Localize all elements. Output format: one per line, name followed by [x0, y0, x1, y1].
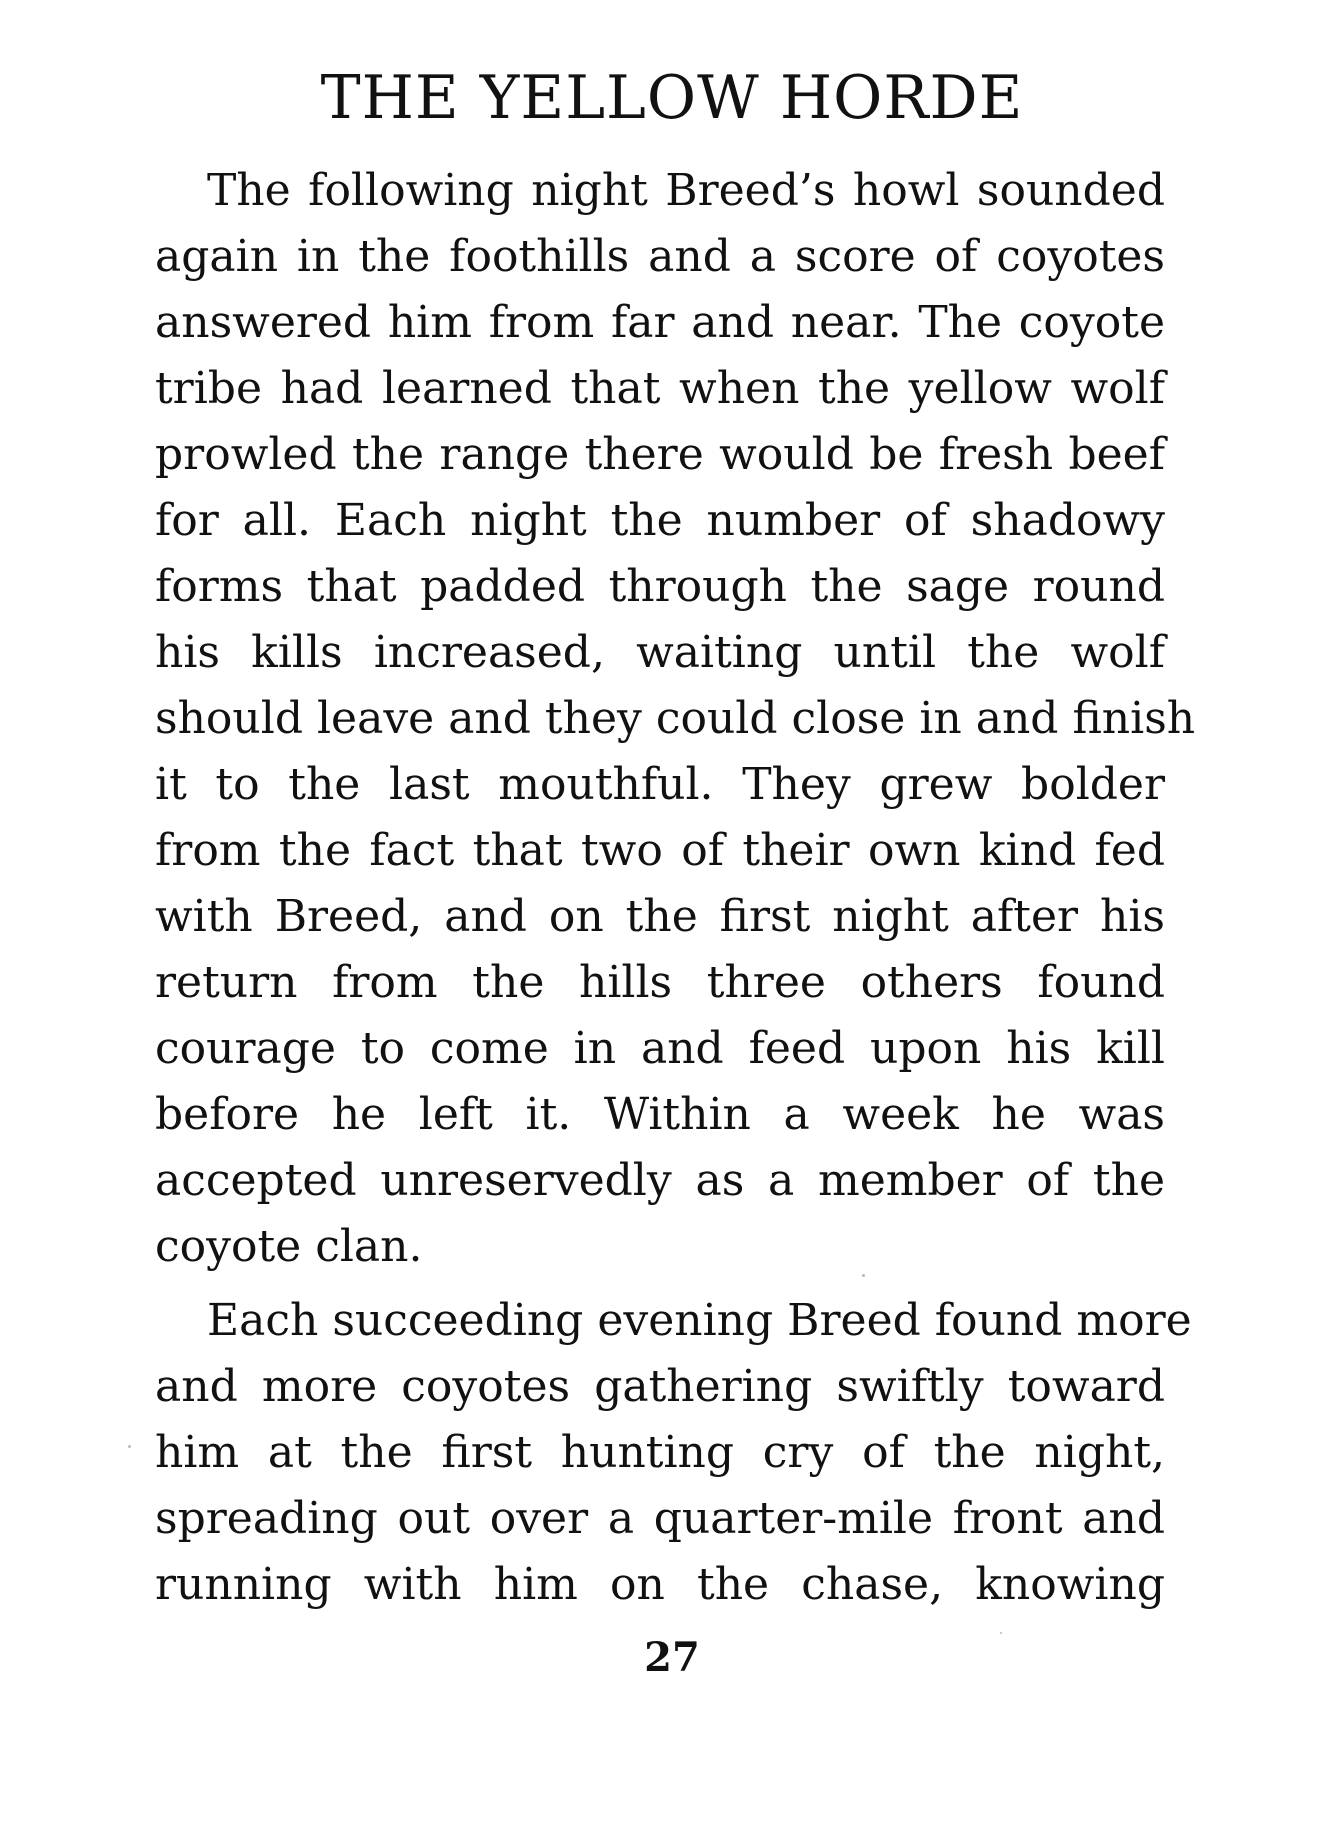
text-line: for all. Each night the number of shadowy	[155, 495, 1165, 546]
text-line: him at the first hunting cry of the night,	[155, 1427, 1165, 1478]
text-line: running with him on the chase, knowing	[155, 1559, 1165, 1610]
running-head: THE YELLOW HORDE	[320, 63, 1024, 133]
paper-speck	[128, 1445, 131, 1448]
text-line: and more coyotes gathering swiftly toward	[155, 1361, 1165, 1412]
text-line: tribe had learned that when the yellow wolf	[155, 363, 1165, 414]
text-line: prowled the range there would be fresh beef	[155, 429, 1165, 480]
text-line: forms that padded through the sage round	[155, 561, 1165, 612]
text-line: with Breed, and on the first night after his	[155, 891, 1165, 942]
text-line: answered him from far and near. The coyote	[155, 297, 1165, 348]
text-line: it to the last mouthful. They grew bolder	[155, 759, 1165, 810]
text-line: should leave and they could close in and finish	[155, 693, 1196, 744]
text-line: return from the hills three others found	[155, 957, 1165, 1008]
text-line: again in the foothills and a score of coyotes	[155, 231, 1165, 282]
text-line: accepted unreservedly as a member of the	[155, 1155, 1165, 1206]
paragraph-2	[155, 1288, 1192, 1618]
paper-speck	[1000, 1632, 1002, 1634]
text-line: Each succeeding evening Breed found more	[207, 1295, 1192, 1346]
page-number: 27	[644, 1634, 700, 1681]
paper-speck	[862, 1274, 865, 1277]
text-line: spreading out over a quarter-mile front and	[155, 1493, 1165, 1544]
text-line: his kills increased, waiting until the wolf	[155, 627, 1165, 678]
text-line: before he left it. Within a week he was	[155, 1089, 1165, 1140]
text-line: courage to come in and feed upon his kill	[155, 1023, 1165, 1074]
paragraph-1	[155, 158, 1196, 1280]
text-line: coyote clan.	[155, 1221, 423, 1272]
text-line: The following night Breed’s howl sounded	[207, 165, 1165, 216]
text-line: from the fact that two of their own kind fed	[155, 825, 1165, 876]
